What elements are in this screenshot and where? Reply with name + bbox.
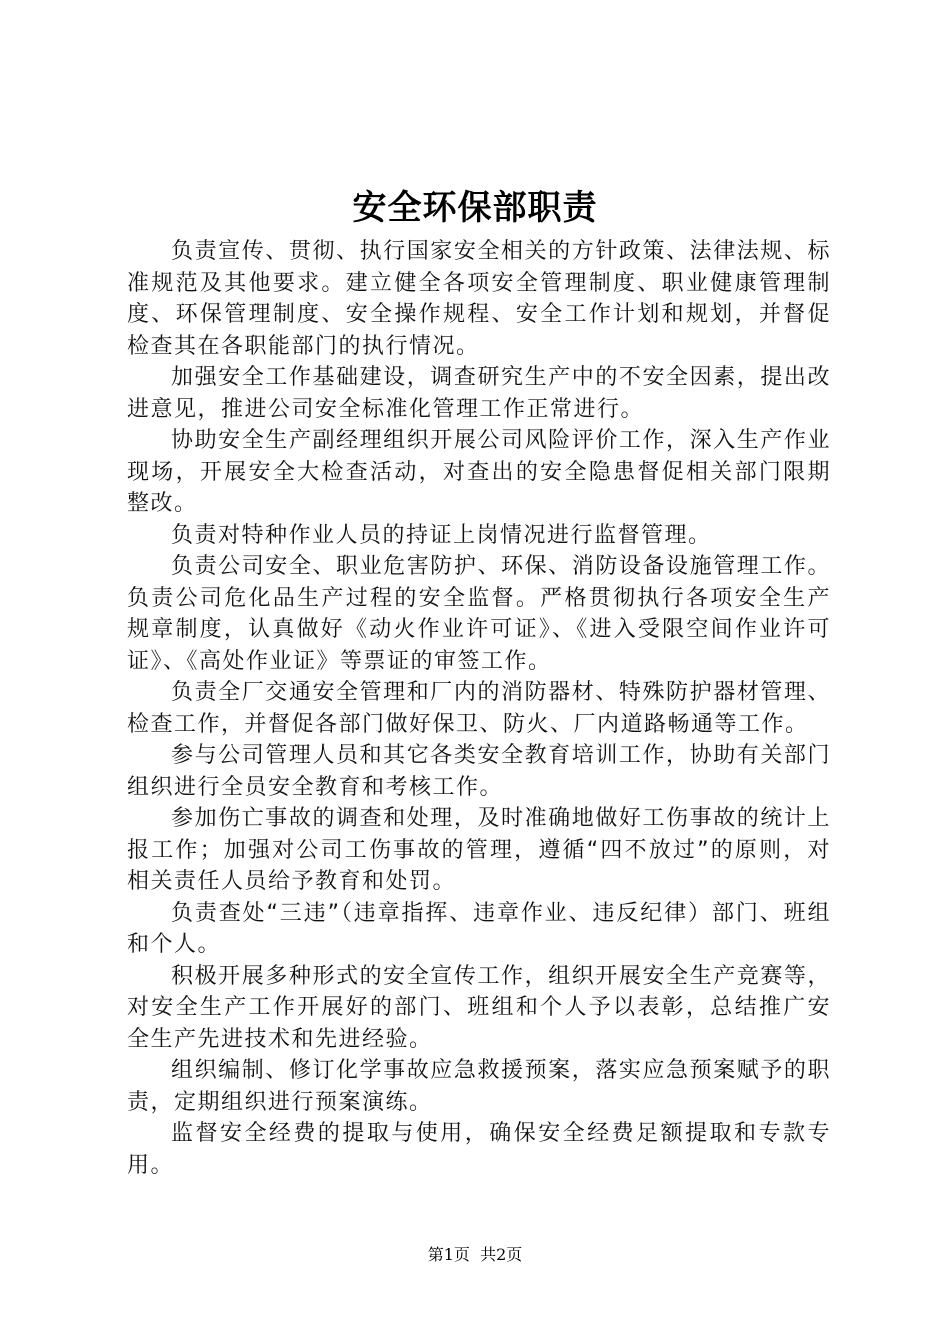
paragraph: 负责全厂交通安全管理和厂内的消防器材、特殊防护器材管理、检查工作，并督促各部门做好保卫、防火、厂内道路畅通等工作。	[127, 680, 831, 737]
paragraph: 加强安全工作基础建设，调查研究生产中的不安全因素，提出改进意见，推进公司安全标准化管理工作正常进行。	[127, 365, 831, 422]
paragraph: 负责公司安全、职业危害防护、环保、消防设备设施管理工作。负责公司危化品生产过程的安全监督。严格贯彻执行各项安全生产规章制度，认真做好《动火作业许可证》、《进入受限空间作业许可证》、《高处作业证》等票证的审签工作。	[127, 554, 831, 674]
paragraph: 负责宣传、贯彻、执行国家安全相关的方针政策、法律法规、标准规范及其他要求。建立健全各项安全管理制度、职业健康管理制度、环保管理制度、安全操作规程、安全工作计划和规划，并督促检查其在各职能部门的执行情况。	[127, 239, 831, 359]
paragraph: 负责对特种作业人员的持证上岗情况进行监督管理。	[171, 522, 712, 548]
paragraph: 参与公司管理人员和其它各类安全教育培训工作，协助有关部门组织进行全员安全教育和考核工作。	[127, 743, 831, 800]
paragraph: 协助安全生产副经理组织开展公司风险评价工作，深入生产作业现场，开展安全大检查活动，对查出的安全隐患督促相关部门限期整改。	[127, 428, 831, 516]
document-body	[127, 236, 831, 1181]
page-number-footer: 第1页 共2页	[427, 1245, 523, 1264]
page-title: 安全环保部职责	[352, 188, 598, 228]
paragraph: 负责查处“三违”（违章指挥、违章作业、违反纪律）部门、班组和个人。	[127, 900, 831, 957]
paragraph: 监督安全经费的提取与使用，确保安全经费足额提取和专款专用。	[127, 1121, 831, 1178]
paragraph: 积极开展多种形式的安全宣传工作，组织开展安全生产竞赛等，对安全生产工作开展好的部门、班组和个人予以表彰，总结推广安全生产先进技术和先进经验。	[127, 963, 831, 1052]
paragraph: 参加伤亡事故的调查和处理，及时准确地做好工伤事故的统计上报工作；加强对公司工伤事故的管理，遵循“四不放过”的原则，对相关责任人员给予教育和处罚。	[127, 806, 831, 894]
paragraph: 组织编制、修订化学事故应急救援预案，落实应急预案赋予的职责，定期组织进行预案演练。	[127, 1058, 831, 1115]
